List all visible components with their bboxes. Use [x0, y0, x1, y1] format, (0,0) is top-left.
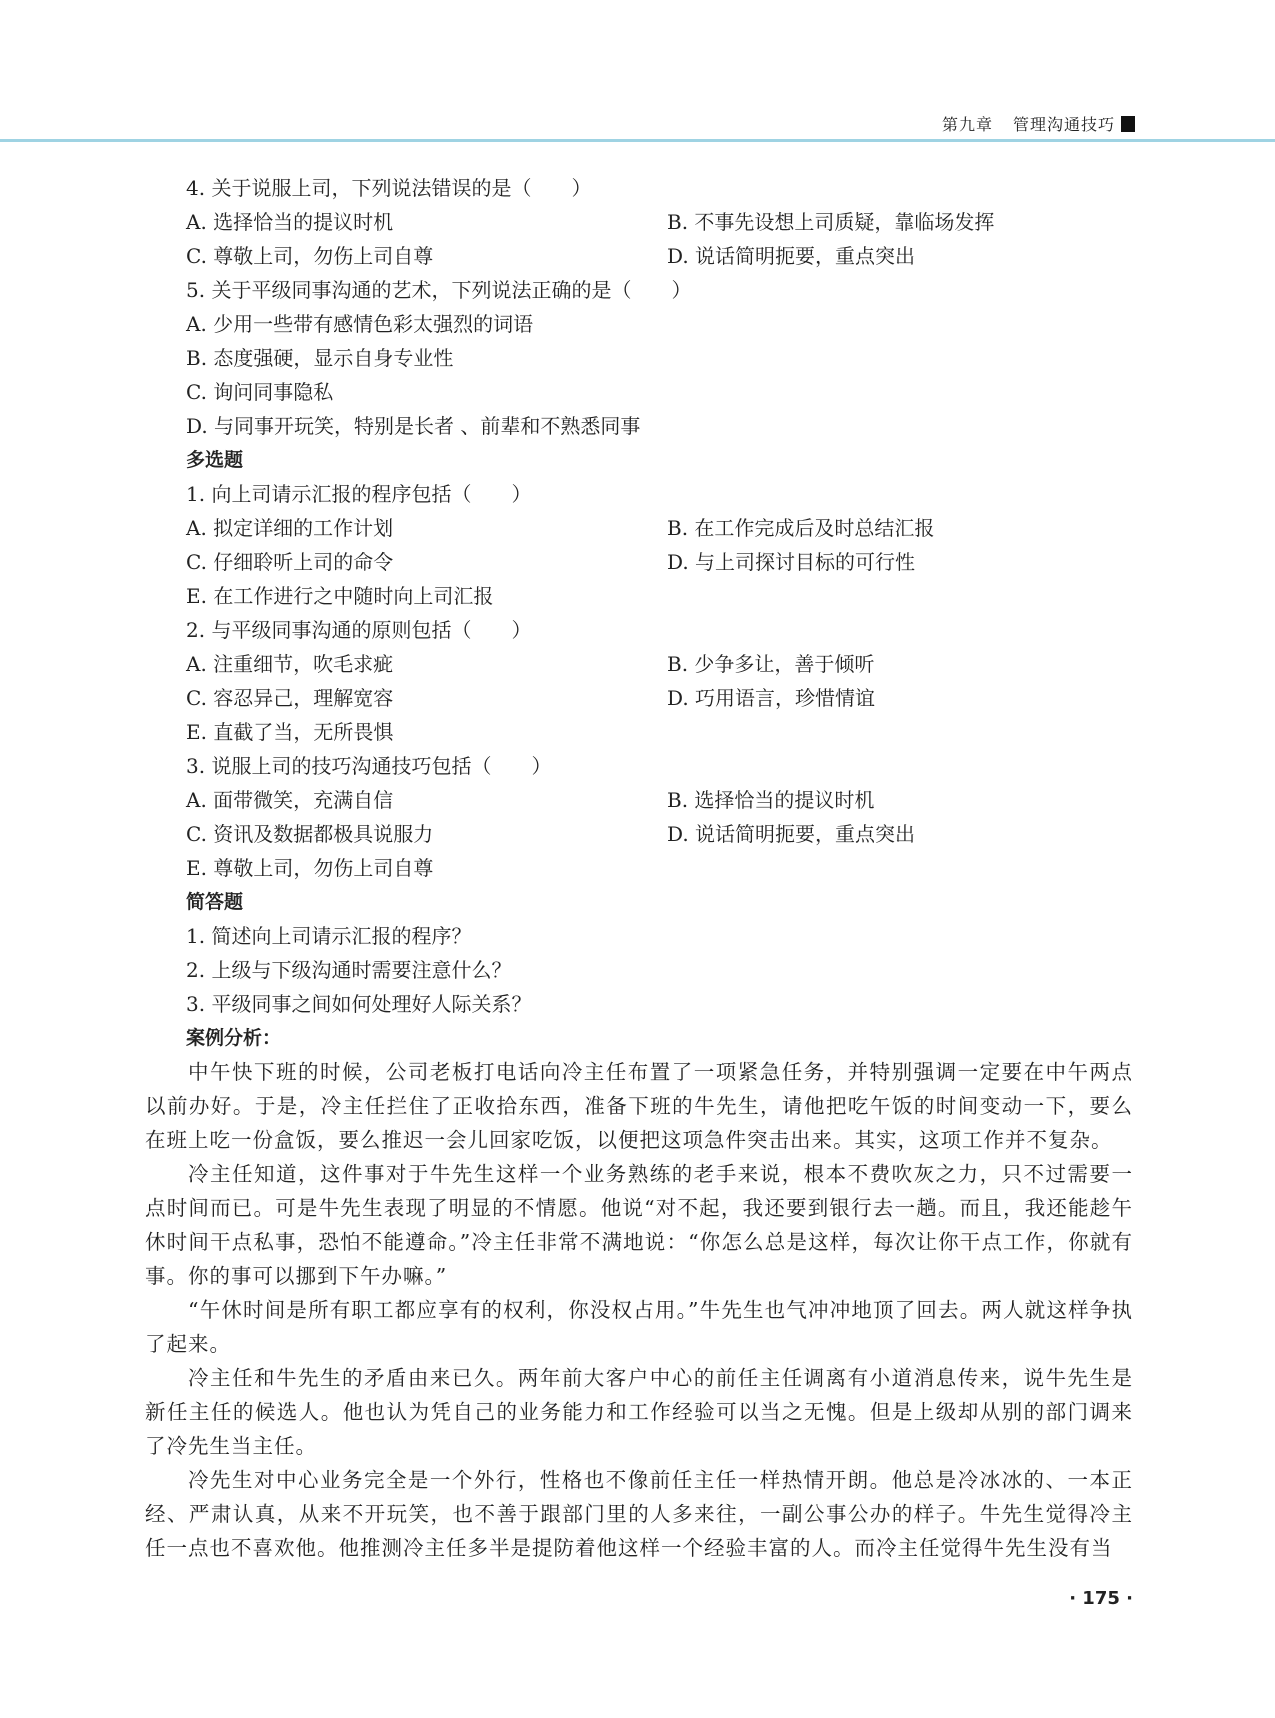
option: C. 容忍异己，理解宽容 [186, 686, 394, 710]
option: A. 注重细节，吹毛求疵 [186, 652, 394, 676]
case-paragraph: 冷先生对中心业务完全是一个外行，性格也不像前任主任一样热情开朗。他总是冷冰冰的、一本正经、严肃认真，从来不开玩笑，也不善于跟部门里的人多来往，一副公事公办的样子。牛先生觉得冷主任一点也不喜欢他。他推测冷主任多半是提防着他这样一个经验丰富的人。而冷主任觉得牛先生没有当 [145, 1468, 1133, 1560]
case-paragraph: 冷主任和牛先生的矛盾由来已久。两年前大客户中心的前任主任调离有小道消息传来，说牛先生是新任主任的候选人。他也认为凭自己的业务能力和工作经验可以当之无愧。但是上级却从别的部门调来了冷先生当主任。 [145, 1366, 1133, 1458]
question: 1. 向上司请示汇报的程序包括（ ） [186, 482, 532, 506]
section-heading: 多选题 [186, 449, 244, 471]
section-heading: 案例分析： [186, 1027, 282, 1049]
option: D. 与同事开玩笑，特别是长者 、前辈和不熟悉同事 [186, 414, 641, 438]
question: 2. 与平级同事沟通的原则包括（ ） [186, 618, 532, 642]
option: D. 说话简明扼要，重点突出 [667, 822, 916, 846]
option: A. 拟定详细的工作计划 [186, 516, 394, 540]
section-heading: 简答题 [186, 891, 244, 913]
option: A. 少用一些带有感情色彩太强烈的词语 [186, 312, 534, 336]
case-paragraph: 中午快下班的时候，公司老板打电话向冷主任布置了一项紧急任务，并特别强调一定要在中午两点以前办好。于是，冷主任拦住了正收拾东西，准备下班的牛先生，请他把吃午饭的时间变动一下，要么在班上吃一份盒饭，要么推迟一会儿回家吃饭，以便把这项急件突击出来。其实，这项工作并不复杂。 [145, 1060, 1133, 1152]
header-square-mark [1121, 116, 1135, 132]
case-paragraph: 冷主任知道，这件事对于牛先生这样一个业务熟练的老手来说，根本不费吹灰之力，只不过需要一点时间而已。可是牛先生表现了明显的不情愿。他说“对不起，我还要到银行去一趟。而且，我还能趁午休时间干点私事，恐怕不能遵命。”冷主任非常不满地说：“你怎么总是这样，每次让你干点工作，你就有事。你的事可以挪到下午办嘛。” [145, 1162, 1133, 1288]
chapter-label: 第九章 [941, 115, 993, 134]
short-question: 2. 上级与下级沟通时需要注意什么？ [186, 958, 512, 982]
page-number: · 175 · [1069, 1588, 1133, 1609]
option: C. 仔细聆听上司的命令 [186, 550, 394, 574]
option: B. 不事先设想上司质疑，靠临场发挥 [667, 210, 995, 234]
question: 4. 关于说服上司，下列说法错误的是（ ） [186, 176, 592, 200]
option: B. 在工作完成后及时总结汇报 [667, 516, 935, 540]
running-header [942, 112, 1135, 135]
option: B. 选择恰当的提议时机 [667, 788, 875, 812]
option: B. 态度强硬，显示自身专业性 [186, 346, 454, 370]
option: A. 选择恰当的提议时机 [186, 210, 394, 234]
option: E. 直截了当，无所畏惧 [186, 720, 394, 744]
question: 5. 关于平级同事沟通的艺术，下列说法正确的是（ ） [186, 278, 692, 302]
option: C. 资讯及数据都极具说服力 [186, 822, 434, 846]
option: B. 少争多让，善于倾听 [667, 652, 875, 676]
option: C. 尊敬上司，勿伤上司自尊 [186, 244, 434, 268]
short-question: 1. 简述向上司请示汇报的程序？ [186, 924, 472, 948]
option: D. 巧用语言，珍惜情谊 [667, 686, 876, 710]
option: E. 尊敬上司，勿伤上司自尊 [186, 856, 434, 880]
chapter-title: 管理沟通技巧 [1012, 115, 1115, 134]
option: D. 说话简明扼要，重点突出 [667, 244, 916, 268]
page-body [145, 171, 1133, 1631]
case-paragraph: “午休时间是所有职工都应享有的权利，你没权占用。”牛先生也气冲冲地顶了回去。两人就这样争执了起来。 [145, 1298, 1133, 1356]
question: 3. 说服上司的技巧沟通技巧包括（ ） [186, 754, 552, 778]
option: A. 面带微笑，充满自信 [186, 788, 394, 812]
option: E. 在工作进行之中随时向上司汇报 [186, 584, 494, 608]
option: D. 与上司探讨目标的可行性 [667, 550, 916, 574]
option: C. 询问同事隐私 [186, 380, 334, 404]
header-rule [0, 139, 1275, 142]
short-question: 3. 平级同事之间如何处理好人际关系？ [186, 992, 532, 1016]
